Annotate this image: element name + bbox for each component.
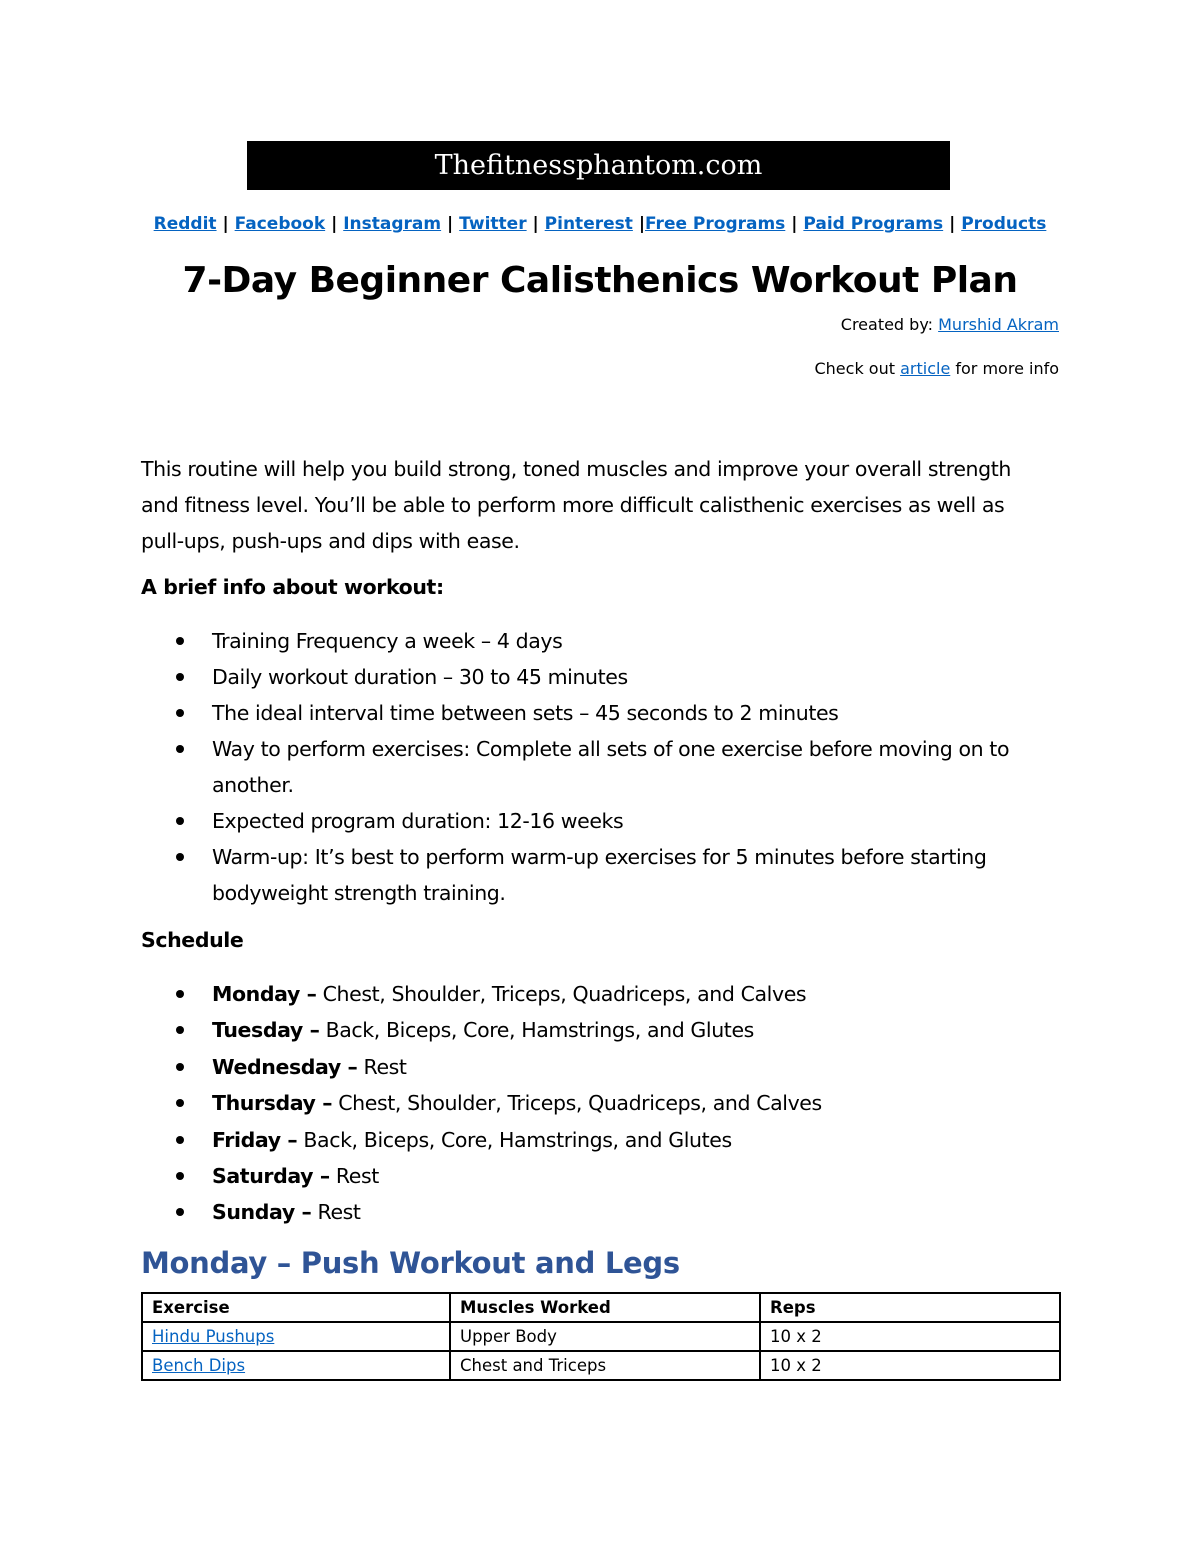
list-item-text: Daily workout duration – 30 to 45 minutes xyxy=(212,665,628,689)
bullet-icon xyxy=(176,1099,184,1107)
bullet-icon xyxy=(176,1172,184,1180)
list-item-text: Expected program duration: 12-16 weeks xyxy=(212,809,624,833)
products-link[interactable]: Products xyxy=(961,214,1047,234)
bullet-icon xyxy=(176,853,184,861)
brief-info-list xyxy=(141,623,1061,911)
link-separator: | xyxy=(532,214,539,234)
table-header-row xyxy=(142,1293,1060,1322)
table-row xyxy=(142,1351,1060,1380)
reps-cell: 10 x 2 xyxy=(760,1351,1060,1380)
link-separator: | xyxy=(447,214,454,234)
schedule-item xyxy=(141,1122,1061,1158)
link-separator: | xyxy=(949,214,956,234)
checkout-line xyxy=(814,359,1059,378)
list-item xyxy=(141,803,1061,839)
link-separator: | xyxy=(638,214,646,234)
monday-heading: Monday – Push Workout and Legs xyxy=(141,1246,680,1280)
schedule-item xyxy=(141,1085,1061,1121)
free-programs-link[interactable]: Free Programs xyxy=(645,214,786,234)
intro-paragraph: This routine will help you build strong, toned muscles and improve your overall strength and fitness level. You’ll be able to perform more difficult calisthenic exercises as well as pull-ups, push-ups and dips with ease. xyxy=(141,457,1011,553)
muscles-cell: Upper Body xyxy=(450,1322,760,1351)
bullet-icon xyxy=(176,745,184,753)
bullet-icon xyxy=(176,637,184,645)
list-item-text: Way to perform exercises: Complete all sets of one exercise before moving on to another. xyxy=(212,737,1010,797)
reddit-link[interactable]: Reddit xyxy=(153,214,217,234)
link-separator: | xyxy=(331,214,338,234)
creator-line xyxy=(841,315,1059,334)
instagram-link[interactable]: Instagram xyxy=(343,214,442,234)
list-item-text: The ideal interval time between sets – 45 seconds to 2 minutes xyxy=(212,701,839,725)
schedule-day: Sunday – xyxy=(212,1200,312,1225)
schedule-day: Thursday – xyxy=(212,1091,333,1116)
schedule-text: Chest, Shoulder, Triceps, Quadriceps, and Calves xyxy=(322,982,807,1006)
checkout-prefix: Check out xyxy=(814,359,895,378)
list-item xyxy=(141,623,1061,659)
exercise-cell xyxy=(142,1351,450,1380)
column-header-muscles: Muscles Worked xyxy=(450,1293,760,1322)
schedule-day: Tuesday – xyxy=(212,1018,320,1043)
schedule-text: Rest xyxy=(317,1200,361,1225)
bullet-icon xyxy=(176,709,184,717)
page-title: 7-Day Beginner Calisthenics Workout Plan xyxy=(182,260,1018,301)
bullet-icon xyxy=(176,1063,184,1071)
exercise-link[interactable]: Hindu Pushups xyxy=(152,1327,275,1346)
schedule-item xyxy=(141,1012,1061,1048)
bullet-icon xyxy=(176,1026,184,1034)
schedule-day: Wednesday – xyxy=(212,1054,358,1079)
schedule-list xyxy=(141,976,1061,1231)
schedule-day: Saturday – xyxy=(212,1164,330,1189)
schedule-item xyxy=(141,1158,1061,1194)
column-header-reps: Reps xyxy=(760,1293,1060,1322)
bullet-icon xyxy=(176,673,184,681)
schedule-text: Rest xyxy=(363,1054,407,1079)
facebook-link[interactable]: Facebook xyxy=(234,214,326,234)
exercise-link[interactable]: Bench Dips xyxy=(152,1356,246,1375)
list-item-text: Training Frequency a week – 4 days xyxy=(212,629,563,653)
checkout-suffix: for more info xyxy=(955,359,1059,378)
link-separator: | xyxy=(222,214,229,234)
reps-cell: 10 x 2 xyxy=(760,1322,1060,1351)
brief-heading: A brief info about workout: xyxy=(141,575,444,599)
twitter-link[interactable]: Twitter xyxy=(459,214,527,234)
schedule-text: Back, Biceps, Core, Hamstrings, and Glutes xyxy=(303,1127,732,1152)
pinterest-link[interactable]: Pinterest xyxy=(544,214,633,234)
creator-label: Created by: xyxy=(840,315,934,334)
schedule-item xyxy=(141,1194,1061,1230)
column-header-exercise: Exercise xyxy=(142,1293,450,1322)
link-separator: | xyxy=(791,214,798,234)
schedule-text: Rest xyxy=(335,1164,379,1189)
schedule-item xyxy=(141,976,1061,1012)
schedule-item xyxy=(141,1049,1061,1085)
table-row xyxy=(142,1322,1060,1351)
social-links-bar xyxy=(0,214,1200,234)
list-item-text: Warm-up: It’s best to perform warm-up exercises for 5 minutes before starting bodyweight strength training. xyxy=(212,845,987,905)
schedule-day: Monday – xyxy=(212,982,317,1006)
bullet-icon xyxy=(176,1136,184,1144)
author-link[interactable]: Murshid Akram xyxy=(938,315,1059,334)
list-item xyxy=(141,839,1061,911)
bullet-icon xyxy=(176,1208,184,1216)
schedule-heading: Schedule xyxy=(141,928,244,952)
bullet-icon xyxy=(176,990,184,998)
list-item xyxy=(141,731,1061,803)
schedule-day: Friday – xyxy=(212,1127,298,1152)
schedule-text: Back, Biceps, Core, Hamstrings, and Glutes xyxy=(325,1018,754,1043)
site-banner xyxy=(247,141,950,190)
list-item xyxy=(141,695,1061,731)
schedule-text: Chest, Shoulder, Triceps, Quadriceps, and Calves xyxy=(338,1091,822,1116)
muscles-cell: Chest and Triceps xyxy=(450,1351,760,1380)
bullet-icon xyxy=(176,817,184,825)
list-item xyxy=(141,659,1061,695)
exercise-cell xyxy=(142,1322,450,1351)
banner-text: Thefitnessphantom.com xyxy=(434,150,763,181)
paid-programs-link[interactable]: Paid Programs xyxy=(803,214,944,234)
article-link[interactable]: article xyxy=(900,359,951,378)
monday-exercise-table xyxy=(141,1292,1061,1381)
